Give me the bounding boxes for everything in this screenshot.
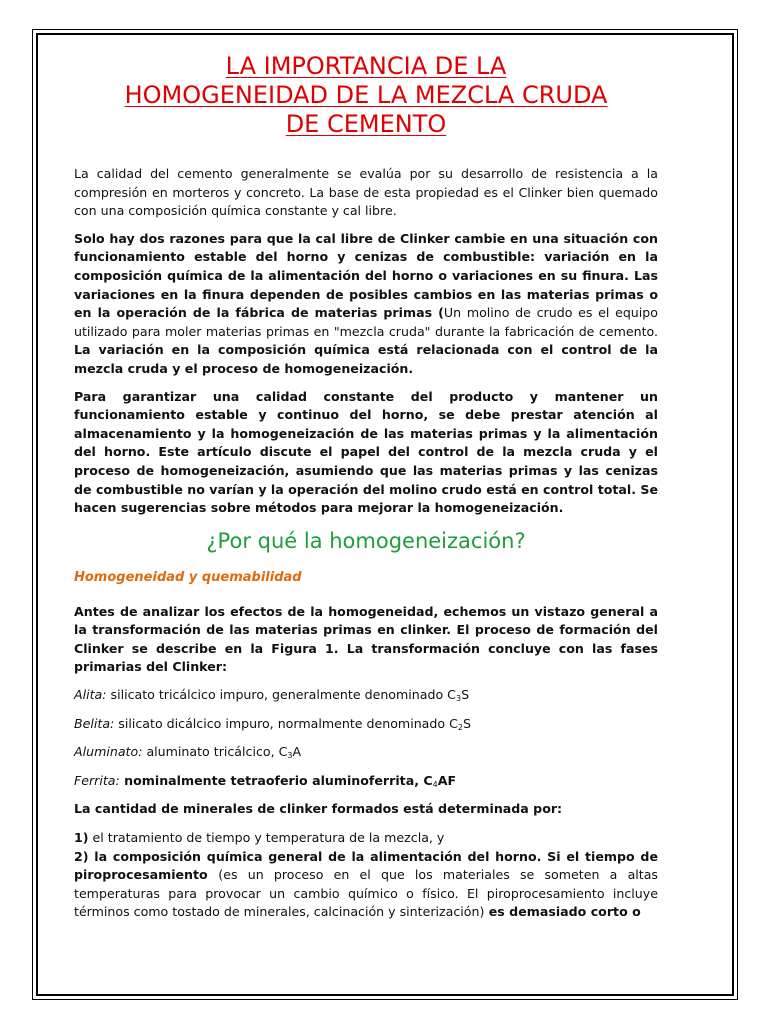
item-text: el tratamiento de tiempo y temperatura de la mezcla, y xyxy=(88,830,445,846)
phase-tail: AF xyxy=(437,772,457,788)
phase-subscript: 3 xyxy=(455,694,462,704)
paragraph-minerals xyxy=(74,800,658,819)
phase-subscript: 3 xyxy=(287,751,293,761)
paragraph-transformation-text: Antes de analizar los efectos de la homogeneidad, echemos un vistazo general a la transformación de las materias primas en clinker. El proceso de formación del Clinker se describe en la Figura 1. La transformación concluye con las fases primarias del Clinker: xyxy=(74,603,658,675)
phase-subscript: 4 xyxy=(432,779,438,789)
phase-subscript: 2 xyxy=(457,722,463,732)
phase-text: nominalmente tetraoferio aluminoferrita, C xyxy=(119,772,433,788)
phase-tail: A xyxy=(292,744,302,760)
phase-term: Aluminato: xyxy=(74,744,143,760)
numbered-item-2 xyxy=(74,848,658,922)
paragraph-quality-text: Para garantizar una calidad constante del producto y mantener un funcionamiento estable y continuo del horno, se debe prestar atención al almacenamiento y la homogeneización de las materias primas y la alimentación del horno. Este artículo discute el papel del control de la mezcla cruda y el proceso de homogeneización, asumiendo que las materias primas y las cenizas de combustible no varían y la operación del molino crudo está en control total. Se hacen sugerencias sobre métodos para mejorar la homogeneización. xyxy=(74,388,658,516)
subsection-heading: Homogeneidad y quemabilidad xyxy=(74,569,302,585)
phase-term: Belita: xyxy=(74,715,115,731)
paragraph-reasons-text: Solo hay dos razones para que la cal libre de Clinker cambie en una situación con funcionamiento estable del horno y cenizas de combustible: variación en la composición química de la alimentación del horno o variaciones en su finura. Las variaciones en la finura dependen de posibles cambios en las materias primas o en la operación de la fábrica de materias primas ( xyxy=(74,230,658,321)
paragraph-reasons xyxy=(74,230,658,379)
item-text: la composición química general de la alimentación del horno. Si el tiempo de piroprocesamiento xyxy=(74,848,658,883)
item-number: 2) xyxy=(74,848,89,864)
numbered-item-1 xyxy=(74,829,658,848)
paragraph-reasons-text-end: La variación en la composición química está relacionada con el control de la mezcla cruda y el proceso de homogeneización. xyxy=(74,342,658,376)
phase-item xyxy=(74,743,658,762)
paragraph-transformation xyxy=(74,603,658,677)
paragraph-quality xyxy=(74,388,658,518)
phase-text: silicato dicálcico impuro, normalmente denominado C xyxy=(114,715,458,731)
paragraph-minerals-text: La cantidad de minerales de clinker formados está determinada por: xyxy=(74,801,563,817)
paragraph-reasons-parenthetical: Un molino de crudo es el equipo utilizado para moler materias primas en "mezcla cruda" durante la fabricación de cemento. xyxy=(74,305,658,339)
phase-item xyxy=(74,686,658,705)
phase-term: Ferrita: xyxy=(74,772,120,788)
document-title xyxy=(74,52,658,139)
phase-item xyxy=(74,772,658,791)
phase-tail: S xyxy=(461,687,470,703)
section-heading: ¿Por qué la homogeneización? xyxy=(206,528,526,553)
title-line: HOMOGENEIDAD DE LA MEZCLA CRUDA xyxy=(124,81,608,109)
phase-text: silicato tricálcico impuro, generalmente denominado C xyxy=(106,687,456,703)
intro-paragraph: La calidad del cemento generalmente se evalúa por su desarrollo de resistencia a la compresión en morteros y concreto. La base de esta propiedad es el Clinker bien quemado con una composición química constante y cal libre. xyxy=(74,166,658,219)
item-text-end: es demasiado corto o xyxy=(484,904,641,920)
title-line: DE CEMENTO xyxy=(285,110,447,138)
title-line: LA IMPORTANCIA DE LA xyxy=(225,52,507,80)
phase-term: Alita: xyxy=(74,687,107,703)
item-number: 1) xyxy=(74,830,89,846)
phase-text: aluminato tricálcico, C xyxy=(142,744,288,760)
document-body xyxy=(74,52,658,931)
item-parenthetical: (es un proceso en el que los materiales se someten a altas temperaturas para provocar un cambio químico o físico. El piroprocesamiento incluye términos como tostado de minerales, calcinación y sinterización) xyxy=(74,867,658,920)
phase-item xyxy=(74,715,658,734)
phase-tail: S xyxy=(463,715,471,731)
